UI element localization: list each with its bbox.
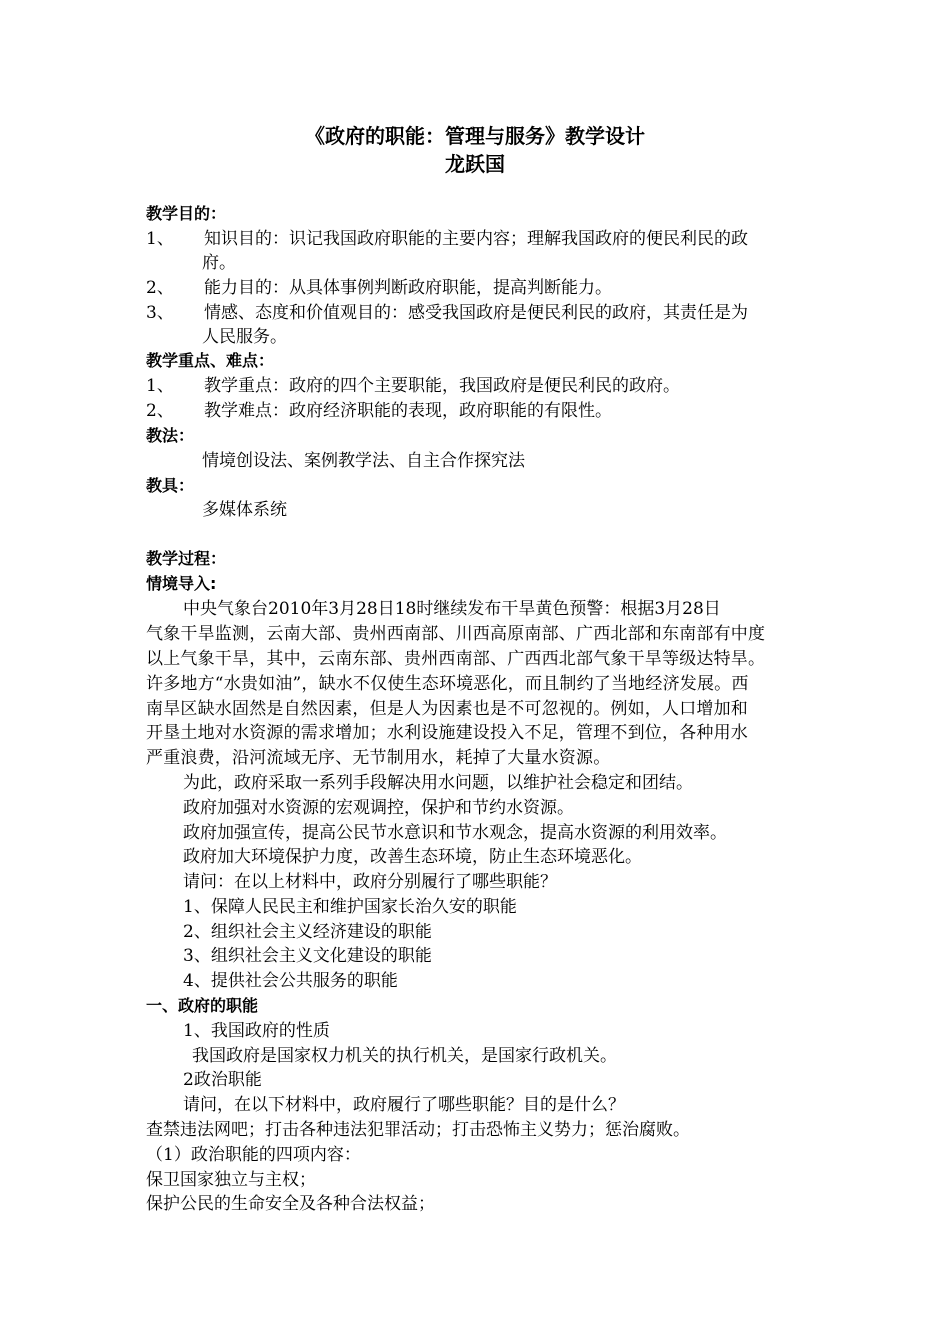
answer-item: 4、提供社会公共服务的职能 (183, 971, 398, 991)
paragraph-line: 严重浪费，沿河流域无序、无节制用水，耗掉了大量水资源。 (146, 748, 611, 768)
content-heading: （1）政治职能的四项内容： (146, 1145, 361, 1165)
paragraph-line: 开垦土地对水资源的需求增加；水利设施建设投入不足，管理不到位，各种用水 (146, 723, 748, 743)
measure-line: 政府加强对水资源的宏观调控，保护和节约水资源。 (183, 798, 574, 818)
item-text: 知识目的：识记我国政府职能的主要内容；理解我国政府的便民利民的政 (204, 229, 748, 249)
keypoint-item (146, 400, 612, 422)
objective-item-cont: 人民服务。 (202, 327, 287, 347)
paragraph-line: 许多地方“水贵如油”，缺水不仅使生态环境恶化，而且制约了当地经济发展。西 (146, 674, 749, 694)
objective-item (146, 302, 748, 324)
section1-sub1: 1、我国政府的性质 (183, 1021, 330, 1041)
tools-text: 多媒体系统 (202, 500, 287, 520)
item-text: 能力目的：从具体事例判断政府职能，提高判断能力。 (204, 278, 612, 298)
answer-item: 3、组织社会主义文化建设的职能 (183, 946, 432, 966)
item-number: 1、 (146, 376, 174, 396)
content-item: 保护公民的生命安全及各种合法权益； (146, 1194, 435, 1214)
method-heading: 教法： (146, 426, 195, 445)
question-line: 请问：在以上材料中，政府分别履行了哪些职能？ (183, 872, 557, 892)
author-name: 龙跃国 (445, 152, 505, 176)
objective-item (146, 228, 748, 250)
item-number: 2、 (146, 278, 174, 298)
item-number: 1、 (146, 229, 174, 249)
keypoints-heading: 教学重点、难点： (146, 351, 275, 370)
measure-line: 政府加大环境保护力度，改善生态环境，防止生态环境恶化。 (183, 847, 642, 867)
objective-item-cont: 府。 (202, 253, 236, 273)
measure-line: 政府加强宣传，提高公民节水意识和节水观念，提高水资源的利用效率。 (183, 823, 727, 843)
section1-heading: 一、政府的职能 (146, 996, 259, 1015)
paragraph-line: 以上气象干旱，其中，云南东部、贵州西南部、广西西北部气象干旱等级达特旱。 (146, 649, 766, 669)
paragraph-line: 气象干旱监测，云南大部、贵州西南部、川西高原南部、广西北部和东南部有中度 (146, 624, 766, 644)
document-title: 《政府的职能：管理与服务》教学设计 (305, 124, 645, 148)
method-text: 情境创设法、案例教学法、自主合作探究法 (202, 451, 525, 471)
paragraph-line: 中央气象台2010年3月28日18时继续发布干旱黄色预警：根据3月28日 (183, 599, 721, 619)
nature-text: 我国政府是国家权力机关的执行机关，是国家行政机关。 (192, 1046, 617, 1066)
material-line: 查禁违法网吧；打击各种违法犯罪活动；打击恐怖主义势力；惩治腐败。 (146, 1120, 690, 1140)
measure-line: 为此，政府采取一系列手段解决用水问题，以维护社会稳定和团结。 (183, 773, 693, 793)
process-heading: 教学过程： (146, 549, 227, 568)
content-item: 保卫国家独立与主权； (146, 1170, 316, 1190)
tools-heading: 教具： (146, 476, 195, 495)
answer-item: 2、组织社会主义经济建设的职能 (183, 922, 432, 942)
item-text: 教学重点：政府的四个主要职能，我国政府是便民利民的政府。 (204, 376, 680, 396)
paragraph-line: 南旱区缺水固然是自然因素，但是人为因素也是不可忽视的。例如，人口增加和 (146, 699, 748, 719)
section1-sub2: 2政治职能 (183, 1070, 262, 1090)
item-text: 情感、态度和价值观目的：感受我国政府是便民利民的政府，其责任是为 (204, 303, 748, 323)
item-number: 2、 (146, 401, 174, 421)
item-number: 3、 (146, 303, 174, 323)
answer-item: 1、保障人民民主和维护国家长治久安的职能 (183, 897, 517, 917)
objectives-heading: 教学目的： (146, 204, 227, 223)
keypoint-item (146, 375, 680, 397)
question-line: 请问，在以下材料中，政府履行了哪些职能？目的是什么？ (183, 1095, 625, 1115)
intro-heading: 情境导入: (146, 574, 217, 593)
objective-item (146, 277, 612, 299)
item-text: 教学难点：政府经济职能的表现，政府职能的有限性。 (204, 401, 612, 421)
